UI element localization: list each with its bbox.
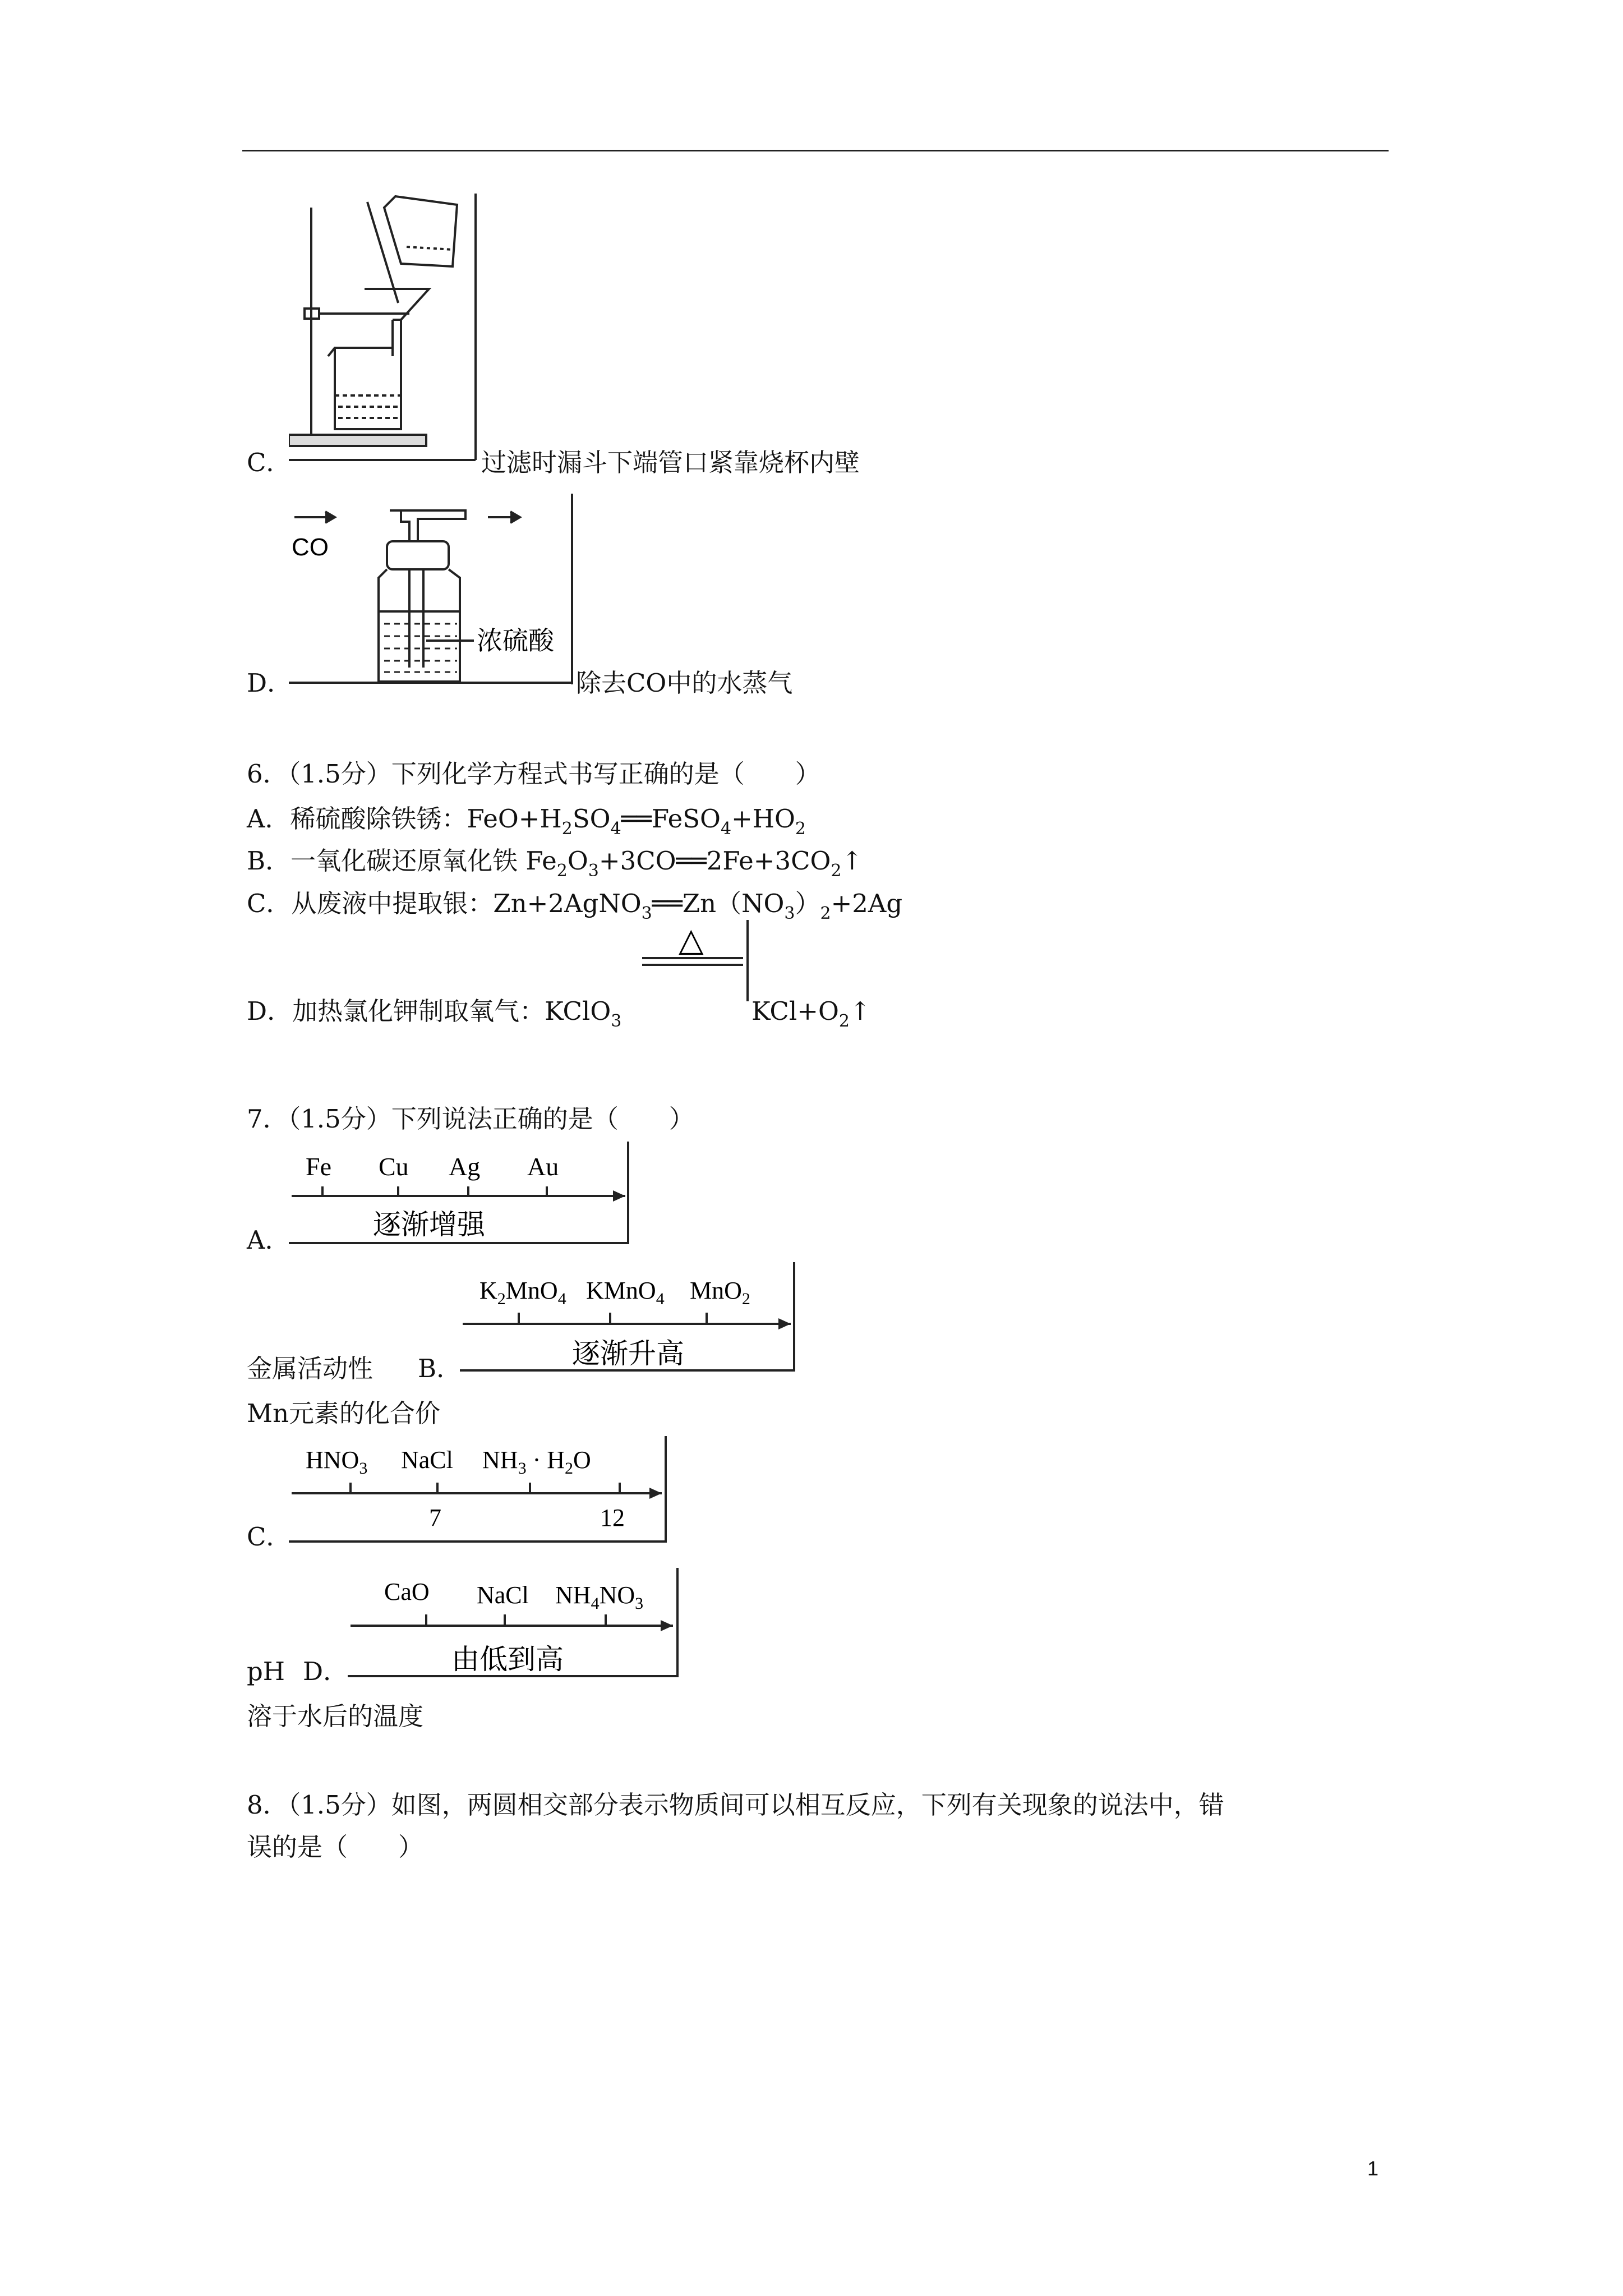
q7d-arrow-text: 由低到高 [451,1644,564,1675]
q7c-tick-12: 12 [600,1504,625,1531]
option-d-text: 除去CO中的水蒸气 [576,668,793,698]
filtration-apparatus-figure [289,194,479,463]
co-gas-label: CO [292,533,329,561]
svg-text:KMnO4: KMnO$_4$ [586,1277,665,1308]
q6-option-b: B．一氧化碳还原氧化铁 $Fe_2O_3+3CO══2Fe+3CO_2↑$ [247,846,863,881]
q7c-tick-7: 7 [429,1504,441,1531]
q7b-mn-valence-axis [460,1257,808,1374]
gas-washing-bottle-figure [289,494,580,687]
q7c-label: C． [247,1522,292,1552]
q7a-caption: 金属活动性 [247,1354,374,1383]
q7-stem: 7．（1.5分）下列说法正确的是（ ） [247,1104,694,1134]
svg-text:NaCl: NaCl [401,1446,453,1474]
svg-text:NH3 · H2O: $NH_3 \cdot H_2O$ [482,1446,591,1478]
q6-option-a: A．稀硫酸除铁锈：$FeO+H_2SO_4══FeSO_4+HO_2$ [247,804,806,839]
q7d-temperature-axis [348,1559,684,1680]
q7a-label: A． [247,1225,291,1255]
svg-text:NaCl: NaCl [477,1581,529,1609]
heat-symbol: △ [679,922,704,958]
q7a-metal-1: Cu [379,1152,409,1181]
q7d-label: D． [303,1657,349,1686]
q7c-caption: pH [247,1657,285,1686]
option-c-text: 过滤时漏斗下端管口紧靠烧杯内壁 [481,448,860,477]
q7c-ph-axis [289,1428,681,1545]
q7a-metal-3: Au [527,1152,559,1181]
q7a-arrow-text: 逐渐增强 [373,1209,485,1240]
svg-text:HNO3: $HNO_3$ [306,1446,368,1478]
page-number: 1 [1367,2157,1379,2180]
q7b-caption: Mn元素的化合价 [247,1398,441,1428]
svg-text:K2MnO4: $K_2MnO_4$ [479,1277,566,1308]
heat-condition-frame [642,920,754,1004]
svg-text:CaO: CaO [384,1578,430,1605]
svg-text:MnO2: MnO$_2$ [690,1277,750,1308]
option-c-label: C． [247,448,292,477]
q7a-metal-activity-axis [289,1133,637,1245]
q6-option-c: C．从废液中提取银：$Zn+2AgNO_3══Zn(NO_3)_2+2Ag$ [247,889,903,923]
q8-stem-line2: 误的是（ ） [247,1832,424,1862]
q7a-metal-2: Ag [449,1152,481,1181]
q7a-metal-0: Fe [306,1152,331,1181]
q7b-arrow-text: 逐渐升高 [572,1338,684,1369]
q7d-caption: 溶于水后的温度 [247,1701,424,1731]
q7b-label: B． [418,1354,462,1383]
acid-label: 浓硫酸 [477,626,554,655]
svg-text:NH4NO3: $NH_4NO_3$ [555,1581,644,1613]
q6-stem: 6．（1.5分）下列化学方程式书写正确的是（ ） [247,759,820,789]
q6-option-d: D．加热氯化钾制取氧气：KClO$_3$ [247,996,622,1031]
header-rule [242,150,1389,151]
q6-option-d-product: $KCl+O_2↑$ [751,996,871,1031]
q8-stem-line1: 8．（1.5分）如图，两圆相交部分表示物质间可以相互反应，下列有关现象的说法中，错 [247,1790,1224,1820]
option-d-label: D． [247,668,293,698]
